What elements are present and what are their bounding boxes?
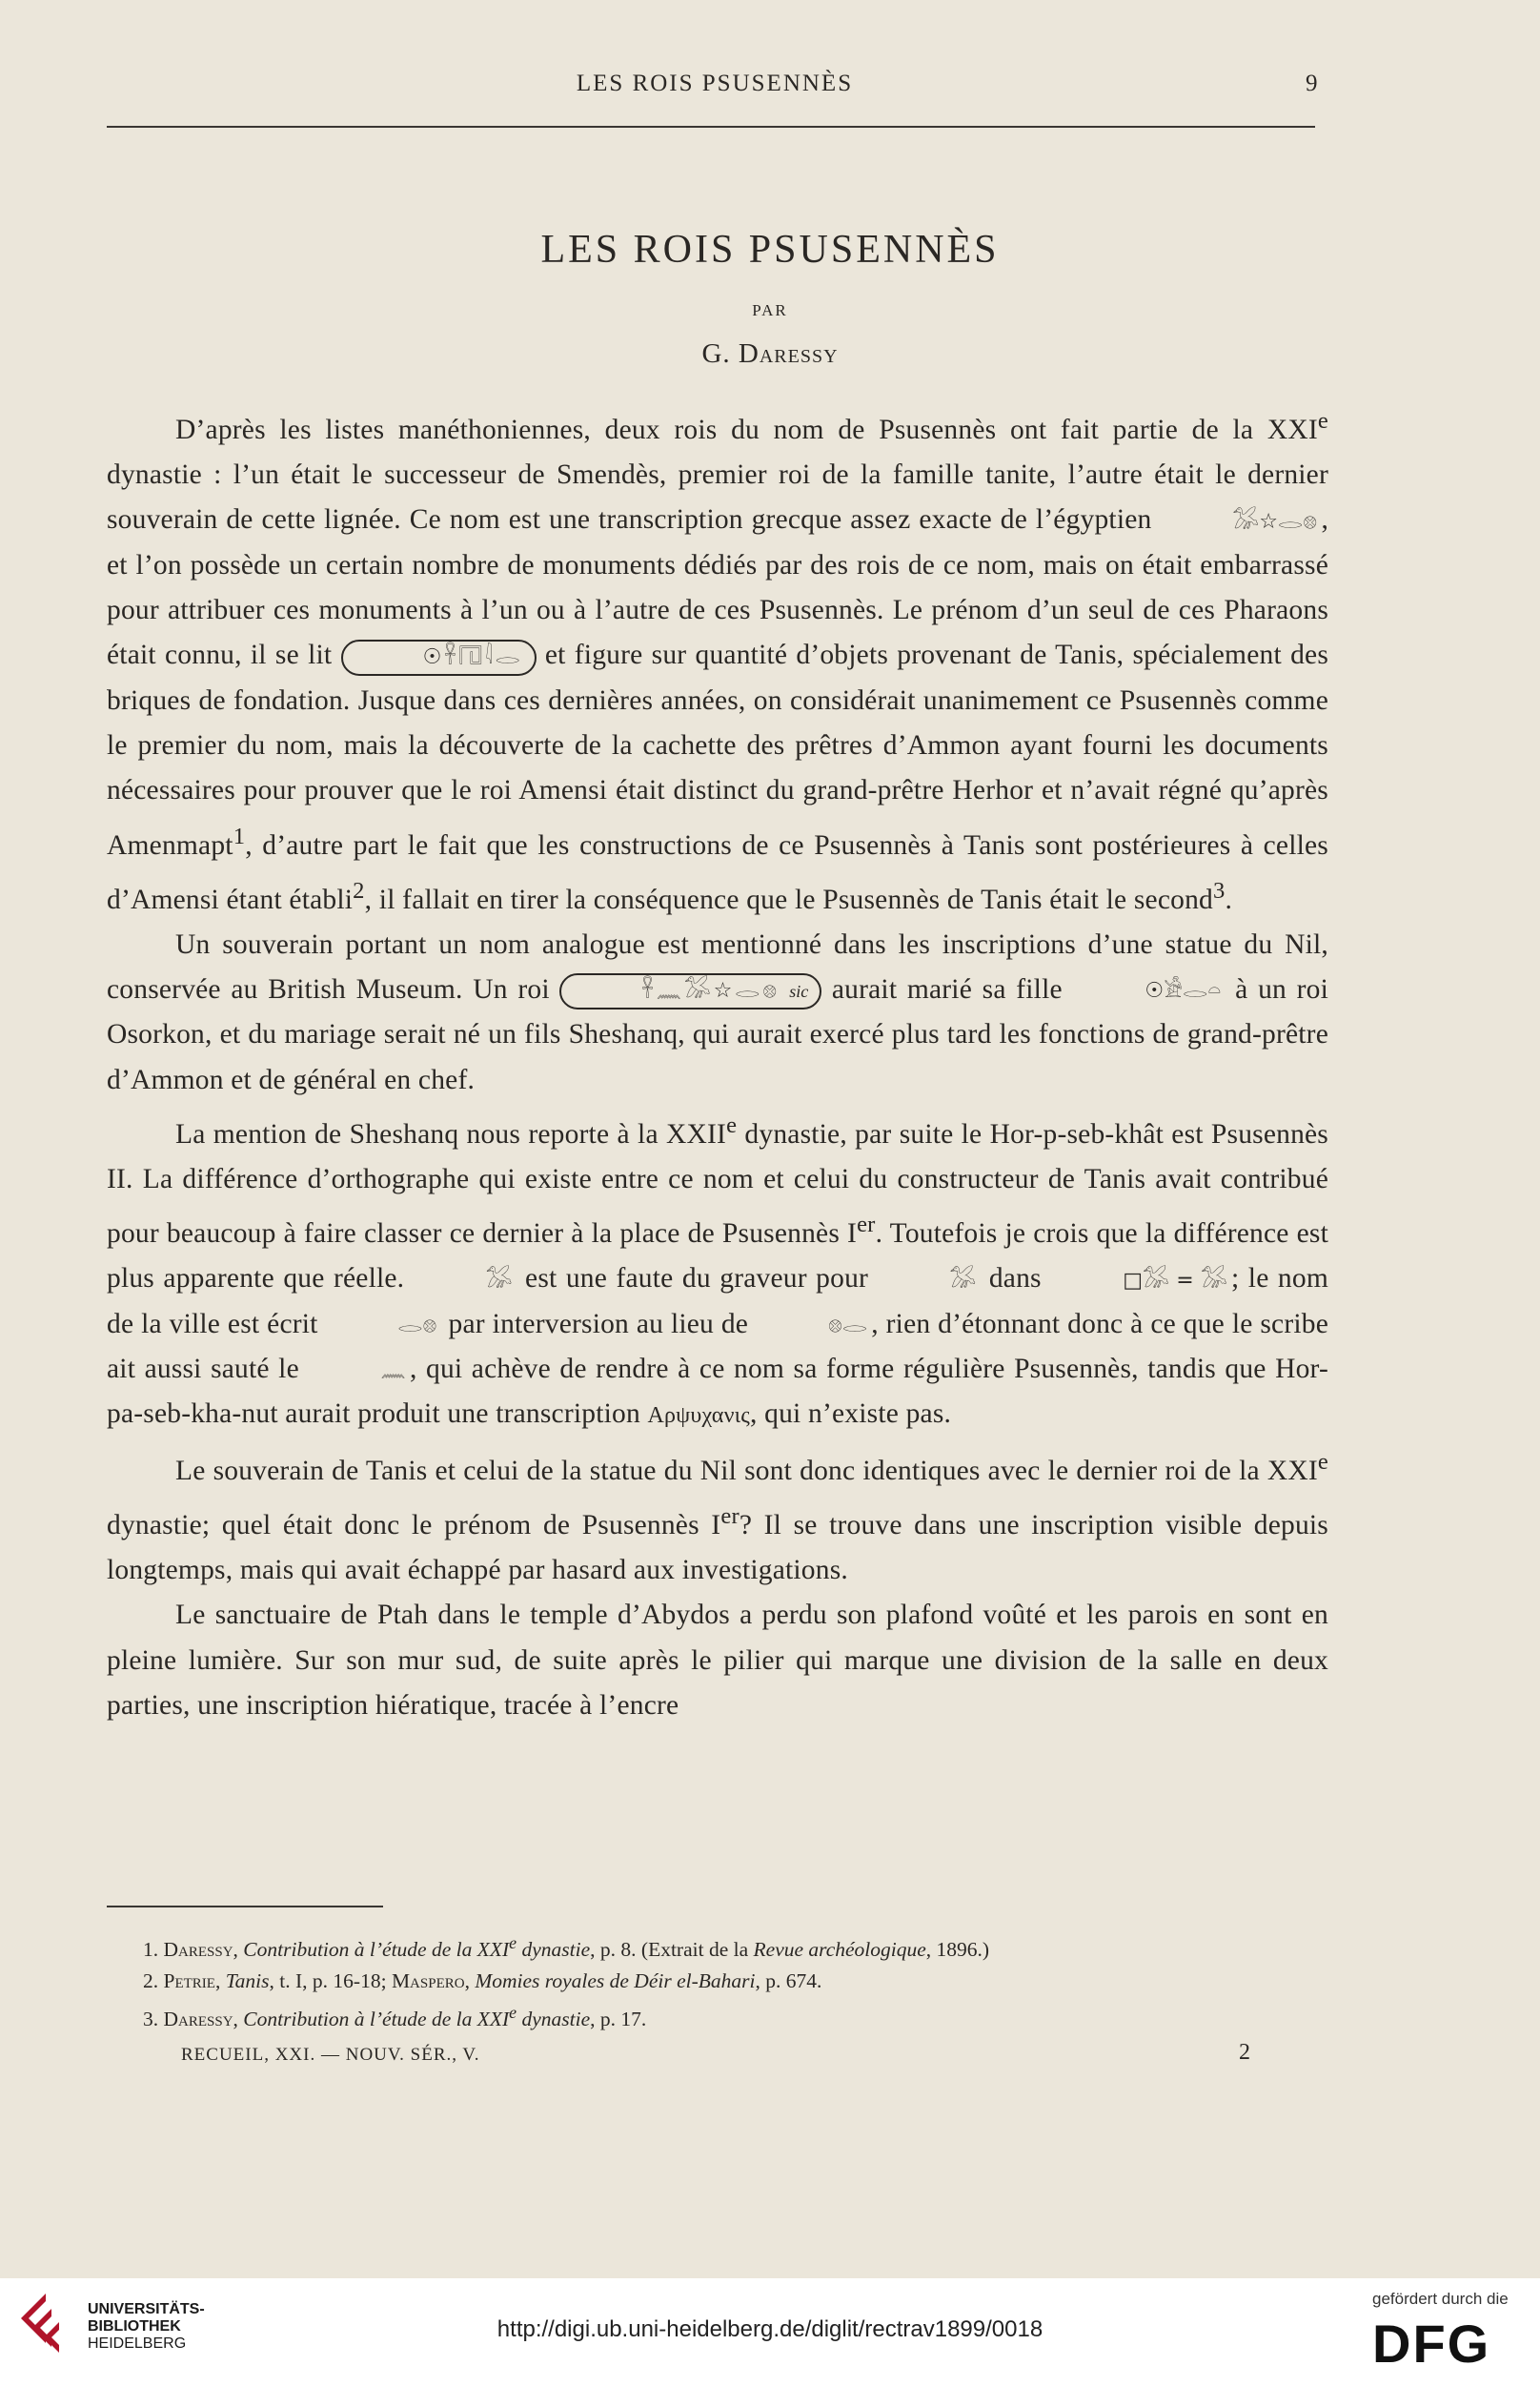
superscript: e <box>1317 408 1328 434</box>
sic-note: sic <box>789 982 809 1002</box>
article-author: G. Daressy <box>701 338 839 369</box>
text-run: ; le nom de la ville est écrit <box>107 1263 1328 1339</box>
text-run: , p. 17. <box>590 2008 647 2031</box>
footnote-ref[interactable]: 2 <box>353 877 365 904</box>
library-name-line: BIBLIOTHEK <box>88 2318 181 2335</box>
text-run: Un souverain portant un nom analogue est mentionné dans les inscriptions d’une statue du Nil, conservée au British Museum. Un roi <box>107 928 1328 1006</box>
page-number: 9 <box>1306 71 1318 96</box>
text-run: . <box>1225 884 1233 915</box>
superscript: e <box>509 2003 517 2023</box>
permalink-url[interactable]: http://digi.ub.uni-heidelberg.de/diglit/rectrav1899/0018 <box>496 2316 1044 2342</box>
text-run: est une faute du graveur pour <box>516 1263 869 1295</box>
hieroglyph-group: 𓊖𓂋 <box>827 1314 868 1338</box>
running-title: LES ROIS PSUSENNÈS <box>576 71 854 96</box>
hieroglyph-group: 𓅮 <box>485 1268 513 1293</box>
text-run: dans <box>980 1263 1042 1295</box>
text-run: , <box>214 1969 226 1993</box>
text-run: Le souverain de Tanis et celui de la statue du Nil sont donc identiques avec le dernier roi de la XXI <box>175 1455 1318 1486</box>
library-name-line: HEIDELBERG <box>88 2335 187 2352</box>
footnote-title: dynastie <box>517 1938 591 1962</box>
superscript: er <box>720 1502 740 1529</box>
paragraph-5: Le sanctuaire de Ptah dans le temple d’Abydos a perdu son plafond voûté et les parois en sont en pleine lumière. Sur son mur sud, de suite après le pilier qui marque une division de la salle en deux parties, une inscription hiératique, tracée à l’encre <box>107 1600 1328 1721</box>
text-run: , 1896.) <box>925 1938 990 1962</box>
footnotes <box>143 1927 1325 2035</box>
footnote-title: Contribution à l’étude de la XXI <box>243 1938 510 1962</box>
text-run: , <box>464 1969 476 1993</box>
footnote-title: dynastie <box>517 2008 591 2031</box>
footnote-author: Daressy <box>163 1938 233 1962</box>
text-run: , t. I, p. 16-18; <box>269 1969 392 1993</box>
footnote-title: Momies royales de Déir el-Bahari <box>475 1969 756 1993</box>
paragraph-3 <box>107 1103 1328 1439</box>
text-run: , p. 674. <box>755 1969 822 1993</box>
text-run: , rien d’étonnant donc à ce que le scribe ait aussi sauté le <box>107 1308 1329 1385</box>
footnote-rule <box>107 1906 383 1907</box>
article-body <box>107 398 1328 1728</box>
superscript: e <box>1317 1448 1328 1475</box>
article-title: LES ROIS PSUSENNÈS <box>540 228 1000 272</box>
text-run: , <box>233 1938 244 1962</box>
superscript: e <box>509 1933 517 1952</box>
footnote-ref[interactable]: 1 <box>233 823 246 849</box>
header-rule <box>107 126 1315 128</box>
text-run: La mention de Sheshanq nous reporte à la XXII <box>175 1118 727 1150</box>
text-run: , et l’on possède un certain nombre de monuments dédiés par des rois de ce nom, mais on était embarrassé pour attribuer ces monuments à l’un ou à l’autre de ces Psusennès. Le prénom d’un seul de ces Pharaons était connu, il se lit <box>107 504 1329 671</box>
text-run: et figure sur quantité d’objets provenant de Tanis, spécialement des briques de fondation. Jusque dans ces dernières années, on considérait unanimement ce Psusennès comme le premier du nom, mais la découverte de la cachette des prêtres d’Ammon ayant fourni les documents nécessaires pour prouver que le roi Amensi était distinct du grand-prêtre Herhor et n’avait régné qu’après Amenmapt <box>107 640 1328 861</box>
hieroglyph-group: 𓈖 <box>380 1358 406 1383</box>
footnote-title: Tanis <box>225 1969 270 1993</box>
text-run: à un roi Osorkon, et du mariage serait né un fils Sheshanq, qui aurait exercé plus tard les fonctions de grand-prêtre d’Ammon et de général en chef. <box>107 974 1328 1095</box>
cartouche-signs: 𓋹𓈖𓅮☆𓂋𓊖 <box>641 979 780 1004</box>
viewer-footer <box>0 2278 1540 2386</box>
text-run: , <box>233 2008 244 2031</box>
text-run: ? Il se trouve dans une inscription visible depuis longtemps, mais qui avait échappé par hasard aux investigations. <box>107 1509 1328 1585</box>
text-run: , p. 8. (Extrait de la <box>590 1938 754 1962</box>
text-run: D’après les listes manéthoniennes, deux rois du nom de Psusennès ont fait partie de la XXI <box>175 414 1318 445</box>
text-run: aurait marié sa fille <box>821 974 1063 1006</box>
royal-cartouche: ☉𓋹𓉔𓇋𓂋 <box>341 640 537 676</box>
footnote-author: Maspero <box>391 1969 465 1993</box>
by-label: PAR <box>752 301 788 319</box>
paragraph-1 <box>107 398 1328 923</box>
text-run: dynastie, par suite le Hor-p-seb-khât est Psusennès II. La différence d’orthographe qui existe entre ce nom et celui du constructeur de Tanis avait contribué pour beaucoup à faire classer ce dernier à la place de Psusennès I <box>107 1118 1328 1250</box>
footnote-1 <box>143 1927 1325 1966</box>
paragraph-4 <box>107 1439 1328 1594</box>
footnote-number: 1. <box>143 1938 159 1962</box>
text-run: . Toutefois je crois que la différence est plus apparente que réelle. <box>107 1218 1329 1295</box>
text-run: , d’autre part le fait que les constructions de ce Psusennès à Tanis sont postérieures à celles d’Amensi étant établi <box>107 829 1328 915</box>
text-run: , qui achève de rendre à ce nom sa forme régulière Psusennès, tandis que Hor-pa-seb-kha-nut aurait produit une transcription <box>107 1354 1328 1430</box>
paragraph-2 <box>107 923 1328 1103</box>
footnote-3 <box>143 1997 1325 2035</box>
hieroglyph-group: 𓅮 <box>949 1268 977 1293</box>
hieroglyph-group: □𓅮 = 𓅮 <box>1123 1268 1227 1293</box>
text-run: , il fallait en tirer la conséquence que le Psusennès de Tanis était le second <box>364 884 1213 915</box>
footnote-author: Daressy <box>163 2008 233 2031</box>
signature-number: 2 <box>1239 2040 1250 2065</box>
hieroglyph-group: 𓅮☆𓂋𓊖 <box>1232 509 1318 534</box>
funding-caption: gefördert durch die <box>1372 2290 1509 2308</box>
royal-cartouche <box>559 973 821 1009</box>
footnote-2 <box>143 1966 1325 1997</box>
hieroglyph-group: ☉𓀀𓂋𓏏 <box>1145 979 1222 1004</box>
footnote-title: Contribution à l’étude de la XXI <box>243 2008 510 2031</box>
text-run: par interversion au lieu de <box>440 1308 749 1339</box>
greek-transcription: Αρψυχανις <box>647 1403 750 1429</box>
text-run: , qui n’existe pas. <box>750 1398 952 1430</box>
dfg-logo[interactable]: DFG <box>1372 2314 1491 2374</box>
footnote-ref[interactable]: 3 <box>1212 877 1226 904</box>
footnote-number: 3. <box>143 2008 159 2031</box>
footnote-author: Petrie <box>163 1969 215 1993</box>
footnote-number: 2. <box>143 1969 159 1993</box>
hieroglyph-group: 𓂋𓊖 <box>397 1314 437 1338</box>
library-name-line: UNIVERSITÄTS- <box>88 2301 205 2317</box>
signature-line: RECUEIL, XXI. — NOUV. SÉR., V. <box>181 2045 480 2065</box>
footnote-journal: Revue archéologique <box>753 1938 926 1962</box>
text-run: dynastie; quel était donc le prénom de Psusennès I <box>107 1509 721 1540</box>
superscript: e <box>726 1111 738 1138</box>
superscript: er <box>857 1212 876 1238</box>
text-run: dynastie : l’un était le successeur de Smendès, premier roi de la famille tanite, l’autre était le dernier souverain de cette lignée. Ce nom est une transcription grecque assez exacte de l’égyptien <box>107 459 1328 536</box>
